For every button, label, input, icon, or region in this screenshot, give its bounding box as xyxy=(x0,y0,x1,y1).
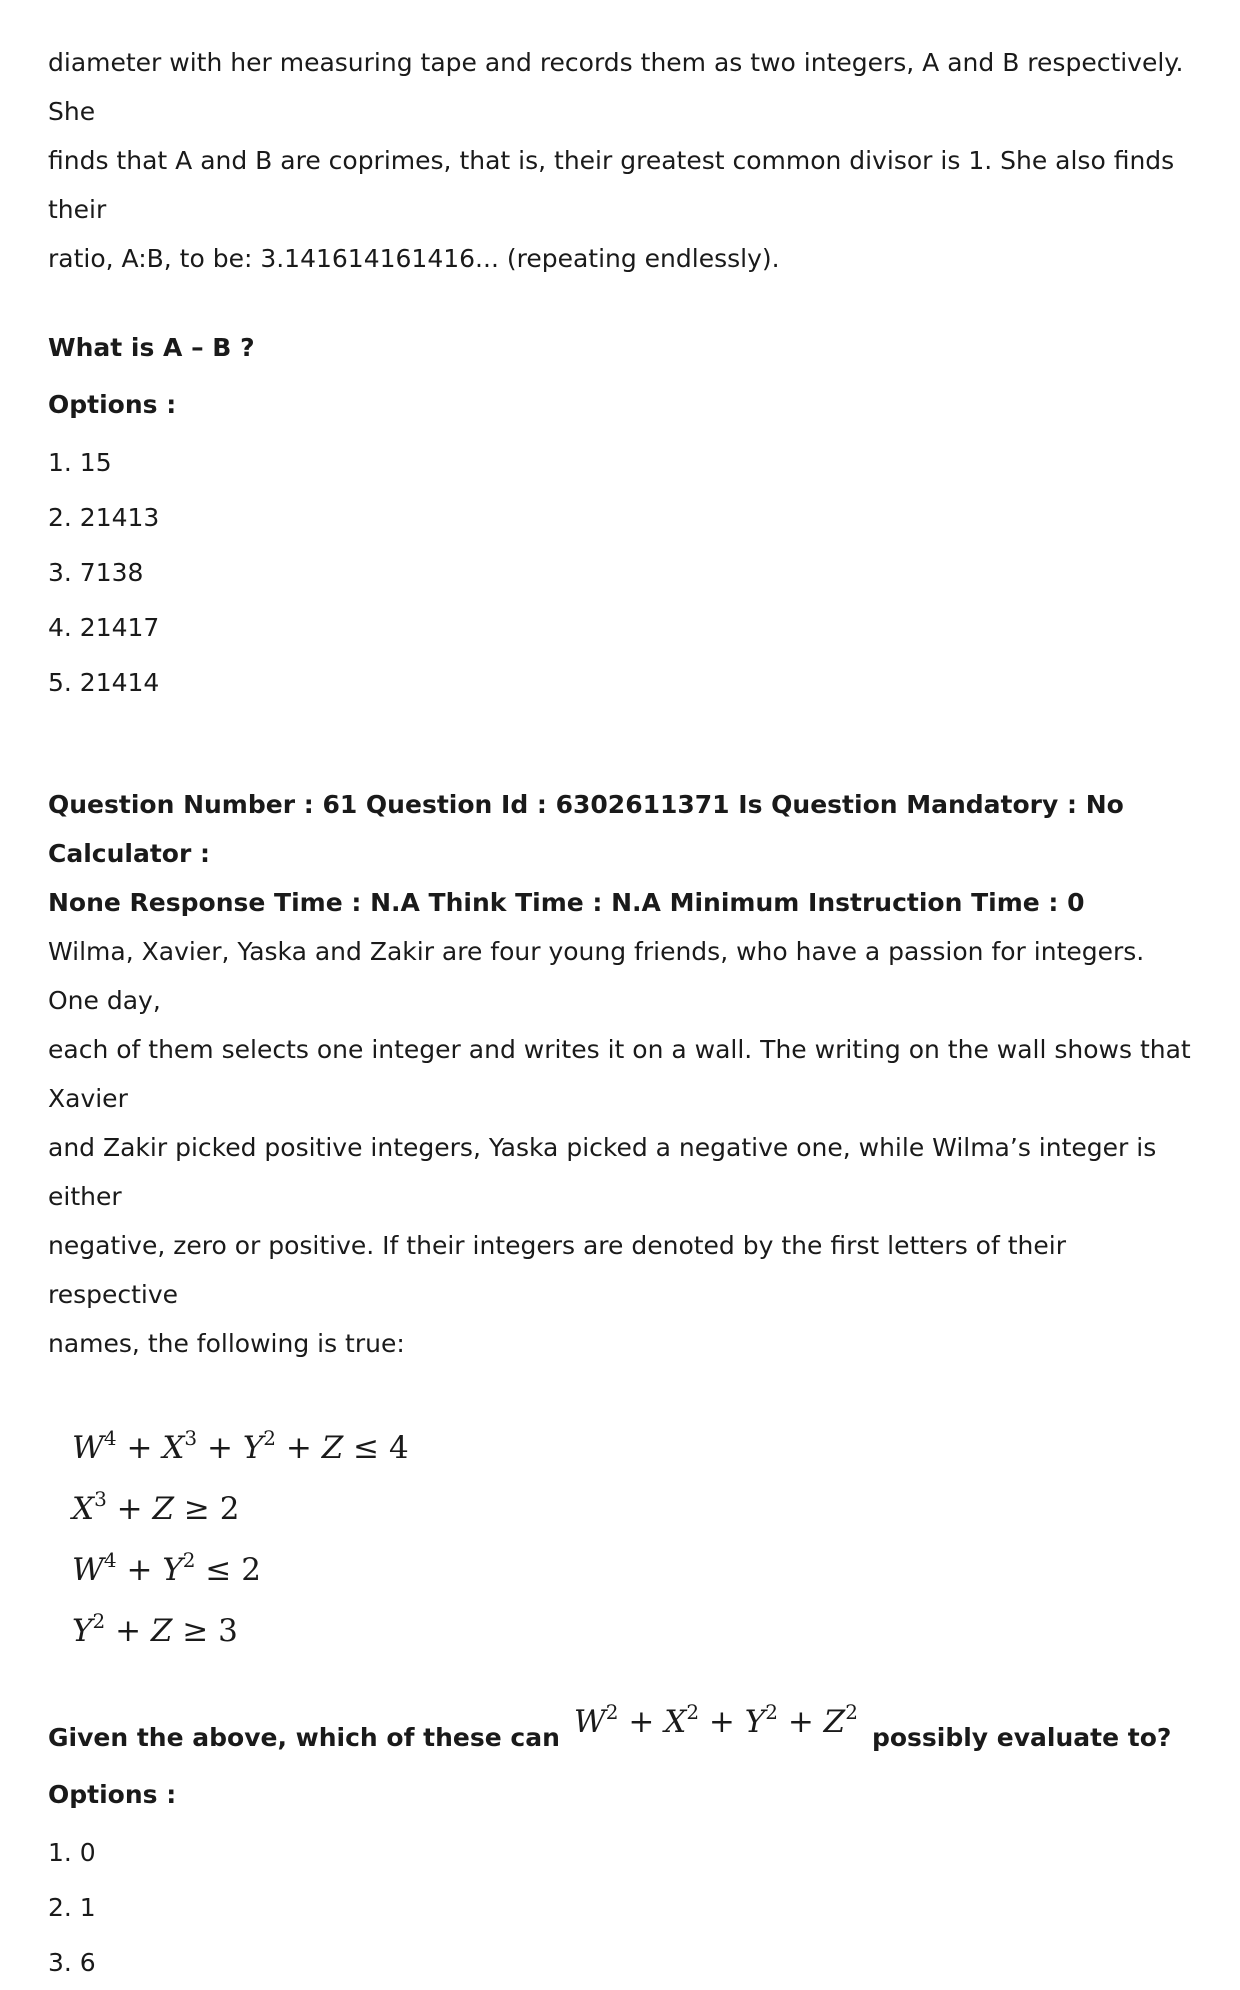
question-meta-line-2: None Response Time : N.A Think Time : N.A Minimum Instruction Time : 0 xyxy=(48,888,1085,917)
question-prompt-suffix: possibly evaluate to? xyxy=(871,1723,1172,1752)
inequality-system xyxy=(72,1418,1198,1662)
prev-question-prompt: What is A – B ? xyxy=(48,333,255,362)
sum-of-squares-expression: $W^2 + X^2 + Y^2 + Z^2$ xyxy=(573,1700,858,1740)
prev-options-label: Options : xyxy=(48,390,177,419)
option-1: 1. 0 xyxy=(48,1838,96,1867)
question-body-line-1: Wilma, Xavier, Yaska and Zakir are four young friends, who have a passion for integers. One day, xyxy=(48,937,1145,1015)
prev-option-1: 1. 15 xyxy=(48,448,112,477)
question-prompt xyxy=(48,1700,1198,1754)
question-meta-line-1: Question Number : 61 Question Id : 6302611371 Is Question Mandatory : No Calculator : xyxy=(48,790,1124,868)
option-3: 3. 6 xyxy=(48,1948,96,1977)
inequality-2: $X^3 + Z \ge 2$ xyxy=(72,1487,240,1527)
question-body-line-4: negative, zero or positive. If their integers are denoted by the first letters of their respective xyxy=(48,1231,1066,1309)
document-page xyxy=(48,38,1198,1990)
question-prompt-prefix: Given the above, which of these can xyxy=(48,1723,560,1752)
inequality-3: $W^4 + Y^2 \le 2$ xyxy=(72,1548,261,1588)
options-label: Options : xyxy=(48,1780,177,1809)
question-body xyxy=(48,927,1198,1368)
prev-option-3: 3. 7138 xyxy=(48,558,144,587)
prev-option-2: 2. 21413 xyxy=(48,503,160,532)
inequality-4: $Y^2 + Z \ge 3$ xyxy=(72,1609,238,1649)
prev-question-text-line-2: finds that A and B are coprimes, that is, their greatest common divisor is 1. She also finds their xyxy=(48,146,1175,224)
prev-question-text-line-3: ratio, A:B, to be: 3.141614161416... (repeating endlessly). xyxy=(48,244,780,273)
options-list xyxy=(48,1825,1198,1990)
inequality-1: $W^4 + X^3 + Y^2 + Z \le 4$ xyxy=(72,1426,409,1466)
prev-question-text-line-1: diameter with her measuring tape and records them as two integers, A and B respectively. She xyxy=(48,48,1184,126)
prev-options-list xyxy=(48,435,1198,710)
question-body-line-3: and Zakir picked positive integers, Yaska picked a negative one, while Wilma’s integer is either xyxy=(48,1133,1157,1211)
option-2: 2. 1 xyxy=(48,1893,96,1922)
question-body-line-2: each of them selects one integer and writes it on a wall. The writing on the wall shows that Xavier xyxy=(48,1035,1191,1113)
prev-option-5: 5. 21414 xyxy=(48,668,160,697)
question-meta xyxy=(48,780,1198,927)
question-body-line-5: names, the following is true: xyxy=(48,1329,405,1358)
prev-option-4: 4. 21417 xyxy=(48,613,160,642)
